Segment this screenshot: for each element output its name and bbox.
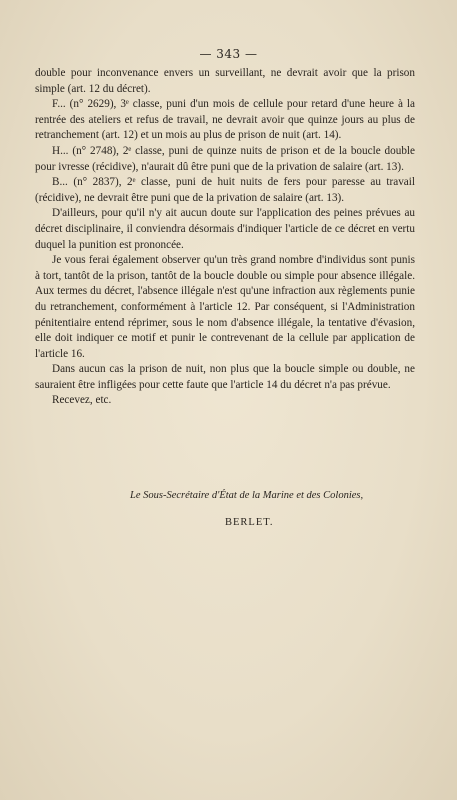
paragraph: H... (n° 2748), 2ᵉ classe, puni de quinze nuits de prison et de la boucle double pour ivresse (récidive), n'aurait dû être puni que de la privation de salaire (art. 13). (35, 144, 415, 173)
page-number: — 343 — (199, 47, 258, 61)
paragraph: Dans aucun cas la prison de nuit, non plus que la boucle simple ou double, ne sauraient être infligées pour cette faute que l'article 14 du décret n'a pas prévue. (35, 363, 415, 391)
paragraph: D'ailleurs, pour qu'il n'y ait aucun doute sur l'application des peines prévues au décret disciplinaire, il conviendra désormais d'indiquer l'article de ce décret en vertu duquel la punition est prononcée. (35, 207, 415, 251)
paragraph: Je vous ferai également observer qu'un très grand nombre d'individus sont punis à tort, tantôt de la prison, tantôt de la boucle double ou simple pour absence illégale. Aux termes du décret, l'absence illégale n'est qu'une infraction aux règlements punie du retranchement, conformément à l'article 12. Par conséquent, si l'Administration pénitentiaire entend réprimer, sous le nom d'absence illégale, la tentative d'évasion, elle doit indiquer ce motif et punir le contrevenant de la cellule par application de l'article 16. (35, 254, 415, 360)
signatory-name: BERLET. (225, 517, 274, 528)
paragraph: F... (n° 2629), 3ᵉ classe, puni d'un mois de cellule pour retard d'une heure à la rentrée des ateliers et refus de travail, ne devrait avoir que quinze jours au plus de retranchement (art. 12) et un mois au plus de prison de nuit (art. 14). (35, 98, 415, 142)
signatory-title: Le Sous-Secrétaire d'État de la Marine et des Colonies, (130, 490, 364, 501)
paragraph: double pour inconvenance envers un surveillant, ne devrait avoir que la prison simple (art. 12 du décret). (35, 67, 415, 95)
closing-line: Recevez, etc. (52, 394, 112, 407)
paragraph: B... (n° 2837), 2ᵉ classe, puni de huit nuits de fers pour paresse au travail (récidive), ne devrait être puni que de la privation de salaire (art. 13). (35, 176, 415, 204)
body-text (35, 66, 415, 409)
